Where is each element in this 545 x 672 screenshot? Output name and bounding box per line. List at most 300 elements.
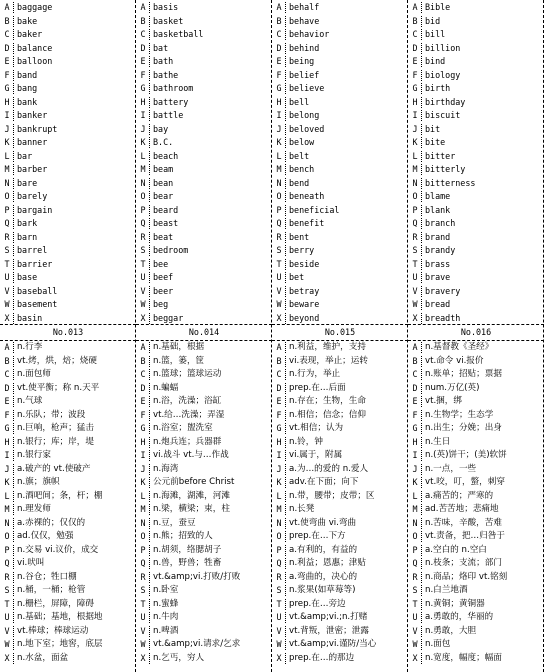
entry-word: bitterly bbox=[425, 164, 466, 174]
entry-separator bbox=[285, 423, 286, 434]
entry-word: birth bbox=[425, 83, 451, 93]
entry-separator bbox=[149, 545, 150, 556]
entry-letter: H bbox=[412, 96, 418, 107]
entry-separator bbox=[13, 97, 14, 108]
entry-word: beam bbox=[153, 164, 174, 174]
entry-separator bbox=[285, 178, 286, 189]
entry-letter: F bbox=[412, 69, 418, 80]
entry-separator bbox=[421, 639, 422, 650]
entry-word: beyond bbox=[289, 312, 320, 323]
entry-definition: a.勇敢的，华丽的 bbox=[425, 612, 494, 622]
entry-separator bbox=[149, 205, 150, 216]
entry-word: bitterness bbox=[425, 177, 476, 188]
entry-letter: U bbox=[4, 272, 10, 282]
entry-separator bbox=[149, 164, 150, 175]
entry-separator bbox=[421, 245, 422, 256]
entry-letter: Q bbox=[140, 218, 146, 228]
entry-letter: S bbox=[412, 585, 418, 595]
entry-separator bbox=[285, 653, 286, 664]
entry-definition: vt.棒球；棒球运动 bbox=[17, 625, 89, 636]
entry-definition: n.带，腰带；皮带；区 bbox=[289, 490, 375, 501]
entry-letter: A bbox=[4, 342, 10, 352]
entry-word: baker bbox=[17, 29, 43, 39]
entry-word: balloon bbox=[17, 56, 53, 66]
entry-separator bbox=[149, 518, 150, 529]
entry-word: bath bbox=[153, 56, 174, 66]
entry-word: bench bbox=[289, 164, 315, 174]
entry-letter: N bbox=[412, 177, 418, 188]
entry-separator bbox=[421, 518, 422, 529]
entry-definition: n.苦味，辛酸，苦难 bbox=[425, 517, 502, 528]
entry-definition: n.基督教《圣经》 bbox=[425, 342, 494, 352]
entry-letter: L bbox=[412, 490, 418, 501]
entry-definition: n.出生；分娩；出身 bbox=[425, 423, 502, 433]
section-number: No.016 bbox=[408, 324, 544, 341]
entry-definition: n.基础，根据 bbox=[153, 342, 205, 352]
entry-letter: A bbox=[412, 342, 418, 352]
entry-definition: n.旗；旗帜 bbox=[17, 477, 60, 487]
entry-separator bbox=[285, 464, 286, 475]
entry-word: breadth bbox=[425, 312, 461, 323]
entry-separator bbox=[285, 369, 286, 380]
entry-word: battle bbox=[153, 110, 184, 120]
entry-letter: M bbox=[4, 504, 10, 514]
entry-letter: B bbox=[276, 355, 282, 366]
entry-definition: n.利益，维护，支持 bbox=[289, 342, 366, 352]
entry-definition: n.桶，一桶；枪管 bbox=[17, 585, 86, 595]
entry-separator bbox=[13, 383, 14, 394]
entry-letter: O bbox=[276, 531, 282, 541]
entry-letter: J bbox=[4, 123, 10, 134]
entry-separator bbox=[13, 369, 14, 380]
entry-separator bbox=[13, 558, 14, 569]
entry-separator bbox=[149, 396, 150, 407]
entry-separator bbox=[149, 232, 150, 243]
entry-letter: S bbox=[276, 245, 282, 255]
entry-letter: L bbox=[412, 150, 418, 161]
entry-definition: n.交易 vi.议价，成交 bbox=[17, 544, 99, 555]
bottom-entry bbox=[408, 651, 544, 666]
entry-separator bbox=[285, 259, 286, 270]
entry-letter: P bbox=[412, 204, 418, 215]
entry-letter: P bbox=[4, 544, 10, 555]
entry-separator bbox=[13, 83, 14, 94]
entry-word: beneficial bbox=[289, 204, 340, 215]
entry-separator bbox=[13, 518, 14, 529]
entry-word: bark bbox=[17, 218, 38, 228]
entry-definition: n.胡须，络腮胡子 bbox=[153, 544, 222, 555]
entry-separator bbox=[421, 97, 422, 108]
entry-letter: R bbox=[412, 231, 418, 242]
entry-word: bid bbox=[425, 15, 441, 26]
entry-letter: L bbox=[140, 490, 146, 501]
entry-word: biscuit bbox=[425, 110, 461, 120]
entry-separator bbox=[285, 272, 286, 283]
entry-letter: U bbox=[140, 272, 146, 282]
entry-definition: n.行为，举止 bbox=[289, 369, 341, 379]
entry-letter: S bbox=[140, 245, 146, 255]
entry-separator bbox=[149, 43, 150, 54]
entry-letter: J bbox=[140, 463, 146, 474]
entry-definition: vt.&amp;vi.打败/打败 bbox=[153, 571, 241, 582]
entry-letter: U bbox=[4, 612, 10, 622]
entry-separator bbox=[285, 450, 286, 461]
entry-definition: n.海湾 bbox=[153, 463, 179, 474]
entry-letter: O bbox=[140, 531, 146, 541]
entry-separator bbox=[13, 342, 14, 353]
entry-letter: O bbox=[412, 191, 418, 201]
entry-letter: A bbox=[412, 2, 418, 12]
entry-separator bbox=[149, 477, 150, 488]
entry-separator bbox=[13, 259, 14, 270]
entry-letter: O bbox=[412, 531, 418, 541]
entry-letter: A bbox=[4, 2, 10, 12]
entry-separator bbox=[13, 612, 14, 623]
entry-definition: a.痛苦的；严寒的 bbox=[425, 490, 494, 501]
entry-letter: W bbox=[276, 299, 282, 309]
entry-letter: P bbox=[276, 204, 282, 215]
entry-letter: U bbox=[276, 272, 282, 282]
entry-separator bbox=[421, 218, 422, 229]
entry-definition: n.生物学；生态学 bbox=[425, 409, 494, 420]
entry-word: bar bbox=[17, 150, 33, 161]
entry-separator bbox=[149, 369, 150, 380]
entry-letter: E bbox=[4, 396, 10, 406]
entry-word: Bible bbox=[425, 2, 451, 12]
entry-letter: C bbox=[140, 369, 146, 379]
entry-separator bbox=[13, 653, 14, 664]
entry-letter: B bbox=[140, 15, 146, 26]
entry-separator bbox=[149, 356, 150, 367]
vocab-column bbox=[272, 0, 408, 672]
entry-letter: U bbox=[412, 612, 418, 622]
entry-separator bbox=[285, 56, 286, 67]
entry-word: bake bbox=[17, 15, 38, 26]
entry-separator bbox=[13, 137, 14, 148]
entry-letter: V bbox=[412, 625, 418, 636]
entry-definition: vi.属于，附属 bbox=[289, 450, 343, 460]
entry-separator bbox=[13, 477, 14, 488]
entry-definition: n.商品；烙印 vt.铭刻 bbox=[425, 571, 508, 582]
entry-letter: K bbox=[412, 137, 418, 147]
entry-definition: vi.战斗 vt.与…作战 bbox=[153, 450, 229, 460]
entry-separator bbox=[13, 313, 14, 324]
entry-letter: P bbox=[140, 544, 146, 555]
entry-letter: Q bbox=[140, 558, 146, 568]
entry-word: bankrupt bbox=[17, 123, 58, 134]
entry-word: behave bbox=[289, 15, 320, 26]
entry-separator bbox=[149, 383, 150, 394]
entry-letter: M bbox=[412, 504, 418, 514]
entry-separator bbox=[285, 286, 286, 297]
entry-definition: n.水盆，面盆 bbox=[17, 652, 69, 663]
entry-letter: W bbox=[140, 299, 146, 309]
entry-separator bbox=[149, 464, 150, 475]
entry-letter: C bbox=[4, 29, 10, 39]
entry-definition: n.熊；招致的人 bbox=[153, 531, 213, 541]
entry-definition: a.弯曲的，决心的 bbox=[289, 571, 358, 582]
entry-separator bbox=[421, 313, 422, 324]
entry-letter: M bbox=[276, 164, 282, 174]
entry-separator bbox=[421, 16, 422, 27]
entry-definition: n.银行家 bbox=[17, 450, 51, 460]
bottom-entry bbox=[136, 651, 272, 666]
entry-separator bbox=[13, 531, 14, 542]
entry-separator bbox=[13, 191, 14, 202]
entry-definition: n.浆果(如草莓等) bbox=[289, 585, 356, 595]
entry-separator bbox=[285, 491, 286, 502]
entry-definition: n.存在；生物，生命 bbox=[289, 396, 366, 406]
entry-word: blank bbox=[425, 204, 451, 215]
entry-definition: n.浴，洗澡；浴缸 bbox=[153, 396, 222, 406]
entry-separator bbox=[421, 450, 422, 461]
entry-definition: vt.背叛，泄密；泄露 bbox=[289, 625, 369, 636]
entry-letter: X bbox=[276, 312, 282, 323]
entry-word: barn bbox=[17, 231, 38, 242]
entry-separator bbox=[149, 29, 150, 40]
entry-letter: H bbox=[4, 96, 10, 107]
entry-letter: E bbox=[412, 396, 418, 406]
entry-definition: n.海滩，湖滩，河滩 bbox=[153, 490, 230, 501]
entry-separator bbox=[149, 299, 150, 310]
entry-letter: A bbox=[140, 2, 146, 12]
entry-word: barrel bbox=[17, 245, 48, 255]
entry-letter: B bbox=[4, 355, 10, 366]
entry-letter: J bbox=[412, 463, 418, 474]
entry-word: beloved bbox=[289, 123, 325, 134]
entry-separator bbox=[149, 124, 150, 135]
entry-letter: H bbox=[140, 96, 146, 107]
entry-separator bbox=[13, 450, 14, 461]
section-number: No.013 bbox=[0, 324, 136, 341]
entry-letter: E bbox=[140, 396, 146, 406]
entry-letter: G bbox=[4, 423, 10, 433]
entry-definition: prep.在…后面 bbox=[289, 382, 346, 393]
entry-word: banner bbox=[17, 137, 48, 147]
entry-separator bbox=[13, 2, 14, 13]
entry-separator bbox=[421, 2, 422, 13]
entry-separator bbox=[421, 191, 422, 202]
entry-word: beggar bbox=[153, 312, 184, 323]
entry-letter: C bbox=[276, 369, 282, 379]
entry-separator bbox=[149, 653, 150, 664]
entry-definition: n.篮球；篮球运动 bbox=[153, 369, 222, 379]
section-number: No.015 bbox=[272, 324, 408, 341]
entry-separator bbox=[149, 342, 150, 353]
entry-separator bbox=[285, 585, 286, 596]
entry-word: base bbox=[17, 272, 38, 282]
entry-letter: K bbox=[276, 137, 282, 147]
entry-word: believe bbox=[289, 83, 325, 93]
entry-letter: F bbox=[140, 409, 146, 420]
entry-separator bbox=[421, 464, 422, 475]
entry-definition: n.生日 bbox=[425, 436, 451, 447]
entry-separator bbox=[13, 626, 14, 637]
entry-definition: a.为…的爱的 n.爱人 bbox=[289, 463, 369, 474]
entry-definition: n.炮兵连；兵器群 bbox=[153, 436, 222, 447]
entry-definition: prep.在…旁边 bbox=[289, 598, 346, 609]
entry-separator bbox=[13, 464, 14, 475]
entry-separator bbox=[13, 43, 14, 54]
entry-separator bbox=[421, 70, 422, 81]
entry-definition: vt.相信；认为 bbox=[289, 423, 344, 433]
entry-letter: G bbox=[140, 83, 146, 93]
entry-separator bbox=[13, 286, 14, 297]
entry-letter: T bbox=[4, 598, 10, 609]
entry-word: bean bbox=[153, 177, 174, 188]
entry-separator bbox=[285, 164, 286, 175]
entry-definition: vi.表现，举止；运转 bbox=[289, 355, 368, 366]
entry-letter: E bbox=[4, 56, 10, 66]
entry-letter: U bbox=[276, 612, 282, 622]
entry-definition: n.铃，钟 bbox=[289, 436, 323, 447]
entry-separator bbox=[421, 342, 422, 353]
entry-definition: n.银行；库；岸，堤 bbox=[17, 436, 94, 447]
entry-separator bbox=[149, 191, 150, 202]
entry-word: bee bbox=[153, 258, 169, 269]
entry-word: beware bbox=[289, 299, 320, 309]
entry-separator bbox=[285, 383, 286, 394]
entry-letter: O bbox=[140, 191, 146, 201]
entry-letter: K bbox=[140, 137, 146, 147]
entry-letter: K bbox=[140, 477, 146, 487]
entry-word: bathroom bbox=[153, 83, 194, 93]
entry-separator bbox=[149, 437, 150, 448]
entry-definition: n.卧室 bbox=[153, 585, 179, 595]
entry-letter: X bbox=[4, 312, 10, 323]
entry-letter: W bbox=[412, 299, 418, 309]
entry-letter: V bbox=[276, 625, 282, 636]
entry-definition: n.乐队；带；波段 bbox=[17, 409, 86, 420]
entry-word: brand bbox=[425, 231, 451, 242]
entry-separator bbox=[149, 423, 150, 434]
entry-separator bbox=[421, 653, 422, 664]
entry-separator bbox=[285, 572, 286, 583]
entry-separator bbox=[285, 205, 286, 216]
entry-letter: G bbox=[412, 83, 418, 93]
entry-letter: U bbox=[140, 612, 146, 622]
entry-separator bbox=[421, 626, 422, 637]
vocab-column bbox=[408, 0, 544, 672]
entry-separator bbox=[421, 259, 422, 270]
entry-letter: I bbox=[412, 450, 418, 460]
entry-definition: n.篮，篓，筐 bbox=[153, 355, 205, 366]
entry-separator bbox=[149, 450, 150, 461]
entry-letter: F bbox=[412, 409, 418, 420]
entry-separator bbox=[421, 110, 422, 121]
entry-word: billion bbox=[425, 42, 461, 53]
entry-word: basin bbox=[17, 312, 43, 323]
entry-letter: N bbox=[276, 517, 282, 528]
entry-separator bbox=[13, 56, 14, 67]
entry-separator bbox=[13, 218, 14, 229]
entry-word: bang bbox=[17, 83, 38, 93]
entry-separator bbox=[13, 356, 14, 367]
entry-letter: E bbox=[276, 56, 282, 66]
entry-letter: C bbox=[276, 29, 282, 39]
entry-separator bbox=[13, 29, 14, 40]
entry-letter: D bbox=[140, 382, 146, 393]
entry-separator bbox=[13, 245, 14, 256]
entry-definition: n.谷仓；牲口棚 bbox=[17, 571, 77, 582]
entry-separator bbox=[421, 437, 422, 448]
entry-definition: n.栅栏，屏障，障碍 bbox=[17, 598, 94, 609]
entry-separator bbox=[421, 423, 422, 434]
entry-letter: Q bbox=[4, 558, 10, 568]
entry-definition: n.酒吧间；条，杆；棚 bbox=[17, 490, 103, 501]
entry-letter: T bbox=[4, 258, 10, 269]
entry-letter: S bbox=[140, 585, 146, 595]
entry-word: bet bbox=[289, 272, 305, 282]
entry-separator bbox=[149, 56, 150, 67]
entry-separator bbox=[285, 245, 286, 256]
entry-separator bbox=[421, 151, 422, 162]
entry-definition: n.豆，蚕豆 bbox=[153, 517, 196, 528]
entry-letter: L bbox=[276, 490, 282, 501]
entry-word: behind bbox=[289, 42, 320, 53]
entry-separator bbox=[13, 110, 14, 121]
entry-separator bbox=[285, 218, 286, 229]
entry-word: blame bbox=[425, 191, 451, 201]
entry-definition: n.宽度，幅度；幅面 bbox=[425, 652, 502, 663]
entry-letter: D bbox=[140, 42, 146, 53]
entry-letter: T bbox=[412, 258, 418, 269]
entry-definition: vt.给…洗澡；弄湿 bbox=[153, 409, 225, 420]
entry-separator bbox=[13, 585, 14, 596]
entry-letter: T bbox=[140, 258, 146, 269]
entry-definition: vt.&amp;vi.请求/乞求 bbox=[153, 639, 241, 649]
entry-separator bbox=[285, 639, 286, 650]
entry-definition: n.白兰地酒 bbox=[425, 585, 468, 595]
entry-definition: a.空白的 n.空白 bbox=[425, 544, 487, 555]
entry-letter: T bbox=[276, 258, 282, 269]
entry-separator bbox=[149, 572, 150, 583]
entry-word: bent bbox=[289, 231, 310, 242]
entry-separator bbox=[421, 558, 422, 569]
entry-letter: D bbox=[4, 42, 10, 53]
entry-letter: W bbox=[276, 639, 282, 649]
entry-separator bbox=[421, 612, 422, 623]
entry-letter: B bbox=[4, 15, 10, 26]
entry-definition: n.浴室；盥洗室 bbox=[153, 423, 213, 433]
entry-letter: V bbox=[4, 625, 10, 636]
entry-separator bbox=[421, 504, 422, 515]
entry-separator bbox=[149, 491, 150, 502]
entry-separator bbox=[13, 423, 14, 434]
entry-definition: a.破产的 vt.使破产 bbox=[17, 463, 91, 474]
entry-separator bbox=[285, 545, 286, 556]
entry-definition: vt.咬，叮，螫，刺穿 bbox=[425, 477, 505, 487]
entry-separator bbox=[13, 504, 14, 515]
entry-word: battery bbox=[153, 96, 189, 107]
entry-definition: n.勇敢，大胆 bbox=[425, 625, 477, 636]
entry-letter: P bbox=[412, 544, 418, 555]
entry-separator bbox=[285, 518, 286, 529]
entry-definition: n.面包师 bbox=[17, 369, 51, 379]
entry-separator bbox=[421, 83, 422, 94]
bottom-entry bbox=[0, 651, 136, 666]
entry-word: biology bbox=[425, 69, 461, 80]
entry-separator bbox=[285, 612, 286, 623]
entry-word: belong bbox=[289, 110, 320, 120]
entry-separator bbox=[285, 43, 286, 54]
entry-letter: N bbox=[140, 517, 146, 528]
entry-letter: T bbox=[276, 598, 282, 609]
entry-letter: X bbox=[412, 652, 418, 663]
vocab-column bbox=[136, 0, 272, 672]
bottom-entry bbox=[272, 651, 408, 666]
entry-word: beast bbox=[153, 218, 179, 228]
